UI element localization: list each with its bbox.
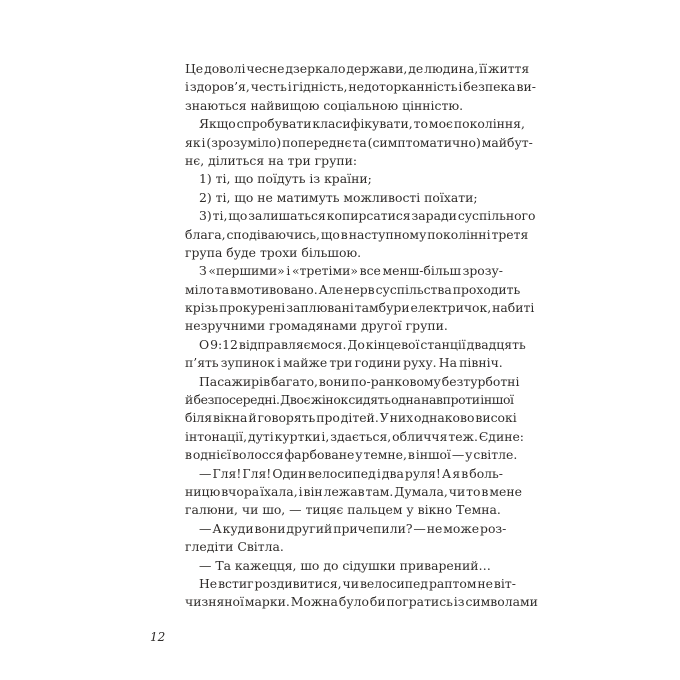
text-line: 1) ті, що поїдуть із країни; [199,171,372,187]
text-line: як і (зрозуміло) попереднє та (симптоматично) майбут- [185,134,533,150]
text-line: міло та вмотивовано. Але нерв суспільства проходить [185,281,521,297]
text-line: Не встиг роздивитися, чи велосипед раптом не віт- [199,575,516,591]
text-line: і здоров’я, честь і гідність, недоторканність і безпека ви- [185,79,536,95]
text-line: блага, сподіваючись, що в наступному поколінні третя [185,226,529,242]
text-line: п’ять зупинок і майже три години руху. На північ. [185,355,503,371]
text-line: нє, ділиться на три групи: [185,152,358,168]
text-line: й безпосередні. Двоє жінок сидять одна навпроти іншої [185,392,514,408]
text-line: крізь прокурені заплювані тамбури електричок, набиті [185,300,535,316]
text-line: З «першими» і «третіми» все менш-більш зрозу- [199,263,503,279]
page-number: 12 [150,630,166,644]
text-line: Пасажирів багато, вони по-ранковому безтурботні [199,373,520,389]
text-line: 2) ті, що не матимуть можливості поїхати; [199,189,478,205]
text-line: група буде трохи більшою. [185,244,362,260]
text-line: в однієї волосся фарбоване у темне, в іншої — у світле. [185,447,518,463]
text-line: Якщо спробувати класифікувати, то моє покоління, [199,116,525,132]
text-line: гледіти Світла. [185,539,284,555]
text-line: чизняної марки. Можна було би погратись із символами [185,594,538,610]
body-text [185,60,538,612]
text-line: незручними громадянами другої групи. [185,318,448,334]
text-line: — Гля! Гля! Один велосипед і два руля! А я в боль- [199,465,503,481]
text-line: біля вікна й говорять про дітей. У них однаково високі [185,410,517,426]
text-line: Це доволі чесне дзеркало держави, де людина, її життя [185,61,530,76]
text-line: — А куди вони другий причепили? — не може роз- [199,520,507,536]
text-line: інтонації, дуті куртки і, здається, обличчя теж. Єдине: [185,428,524,444]
text-line: ницю вчора їхала, і він лежав там. Думала, чи то в мене [185,483,522,499]
text-line: галюни, чи шо, — тицяє пальцем у вікно Темна. [185,502,501,518]
text-line: 3) ті, що залишаться копирсатися заради суспільного [199,208,536,224]
text-line: — Та кажецця, шо до сідушки приварений… [199,557,491,573]
text-line: знаються найвищою соціальною цінністю. [185,97,464,113]
text-line: О 9:12 відправляємося. До кінцевої станції двадцять [199,336,526,352]
